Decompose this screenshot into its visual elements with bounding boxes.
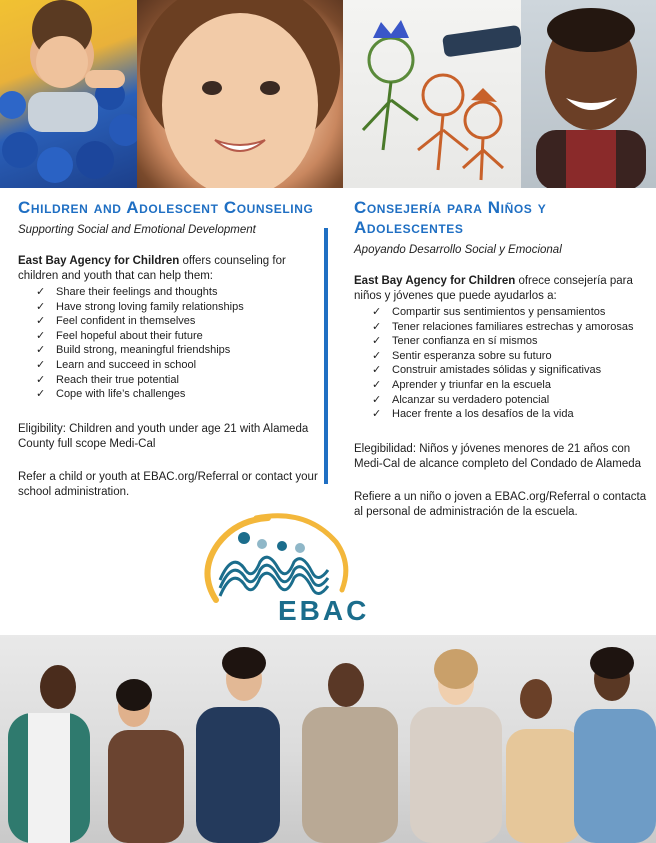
photo-child-ball-pit [0, 0, 137, 188]
english-intro-org: East Bay Agency for Children [18, 255, 180, 267]
checkmark-icon: ✓ [372, 378, 382, 391]
spanish-subtitle: Apoyando Desarrollo Social y Emocional [354, 244, 562, 256]
english-title: Children and Adolescent Counseling [18, 198, 314, 217]
photo-laughing-boy [521, 0, 656, 188]
checkmark-icon: ✓ [36, 286, 46, 298]
photo-group-of-teens [0, 635, 656, 843]
spanish-title: Consejería para Niños y Adolescentes [354, 198, 547, 237]
english-intro-text: offers counseling for children and youth that can help them: [18, 255, 286, 282]
boy-illustration [521, 0, 656, 188]
list-item: ✓ Construir amistades sólidas y significativas [372, 364, 602, 377]
checkmark-icon: ✓ [372, 320, 382, 333]
list-item: ✓ Alcanzar su verdadero potencial [372, 393, 550, 406]
checkmark-icon: ✓ [372, 408, 382, 421]
english-referral: Refer a child or youth at EBAC.org/Referral or contact your school administration. [18, 470, 318, 498]
photo-smiling-girl [137, 0, 343, 188]
photo-crayon-drawing [343, 0, 521, 188]
english-benefit-list [18, 285, 318, 402]
checkmark-icon: ✓ [36, 344, 46, 357]
spanish-intro [354, 274, 650, 304]
ebac-logo-text: EBAC [278, 595, 370, 626]
checkmark-icon: ✓ [372, 364, 382, 377]
checkmark-icon: ✓ [372, 393, 382, 406]
spanish-referral: Refiere a un niño o joven a EBAC.org/Referral o contacta al personal de administración de la escuela. [354, 490, 647, 518]
spanish-intro-org: East Bay Agency for Children [354, 275, 516, 287]
checkmark-icon: ✓ [372, 306, 382, 318]
list-item: ✓ Tener confianza en sí mismos [372, 335, 538, 348]
top-photo-strip [0, 0, 656, 188]
teens-illustration [0, 635, 656, 843]
checkmark-icon: ✓ [372, 349, 382, 362]
list-item: ✓ Build strong, meaningful friendships [36, 344, 231, 357]
spanish-eligibility: Elegibilidad: Niños y jóvenes menores de 21 años con Medi-Cal de alcance completo del Condado de Alameda [354, 442, 642, 470]
list-item: ✓ Aprender y triunfar en la escuela [372, 378, 551, 391]
column-divider [324, 228, 328, 484]
english-eligibility: Eligibility: Children and youth under age 21 with Alameda County full scope Medi-Cal [18, 422, 309, 450]
list-item: ✓ Share their feelings and thoughts [36, 286, 218, 298]
ball-pit-illustration [0, 0, 137, 188]
spanish-column [354, 198, 650, 520]
list-item: ✓ Feel hopeful about their future [36, 329, 203, 342]
list-item: ✓ Learn and succeed in school [36, 358, 197, 371]
list-item: ✓ Hacer frente a los desafíos de la vida [372, 408, 574, 421]
crayon-drawing-illustration [343, 0, 521, 188]
ebac-logo-mark [196, 512, 406, 630]
list-item: ✓ Compartir sus sentimientos y pensamientos [372, 306, 606, 318]
list-item: ✓ Cope with life’s challenges [36, 388, 186, 401]
list-item: ✓ Have strong loving family relationships [36, 300, 244, 313]
list-item: ✓ Sentir esperanza sobre su futuro [372, 349, 552, 362]
list-item: ✓ Feel confident in themselves [36, 315, 196, 328]
english-column [18, 198, 318, 500]
checkmark-icon: ✓ [36, 358, 46, 371]
checkmark-icon: ✓ [36, 300, 46, 313]
checkmark-icon: ✓ [36, 329, 46, 342]
spanish-intro-text: ofrece consejería para niños y jóvenes que puede ayudarlos a: [354, 275, 633, 302]
spanish-benefit-list [354, 305, 650, 422]
list-item: ✓ Reach their true potential [36, 373, 179, 386]
english-subtitle: Supporting Social and Emotional Development [18, 224, 256, 236]
english-intro [18, 254, 318, 284]
checkmark-icon: ✓ [36, 388, 46, 401]
checkmark-icon: ✓ [36, 373, 46, 386]
checkmark-icon: ✓ [372, 335, 382, 348]
checkmark-icon: ✓ [36, 315, 46, 328]
list-item: ✓ Tener relaciones familiares estrechas y amorosas [372, 320, 634, 333]
girl-face-illustration [137, 0, 343, 188]
ebac-logo [196, 512, 406, 630]
